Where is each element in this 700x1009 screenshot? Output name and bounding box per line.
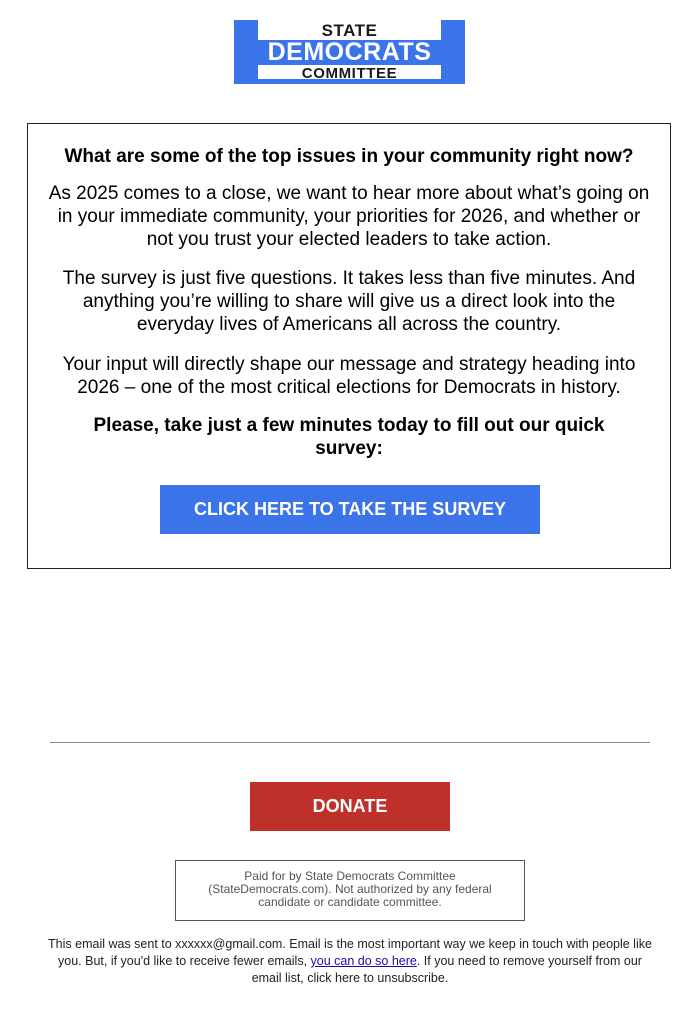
message-headline: What are some of the top issues in your community right now?: [64, 146, 634, 167]
footer-text-intro: This email was sent to xxxxxx@gmail.com. Email is the most important way we keep in touch with people like you. But, if you'd like to receive fewer emails,: [48, 937, 652, 968]
logo-inner-panel: [258, 20, 441, 82]
message-paragraph-1: As 2025 comes to a close, we want to hear more about what’s going on in your immediate community, your priorities for 2026, and whether or not you trust your elected leaders to take action.: [48, 183, 650, 250]
take-survey-button[interactable]: CLICK HERE TO TAKE THE SURVEY: [160, 485, 540, 534]
survey-message-box: [27, 123, 671, 569]
email-footer: [46, 936, 654, 987]
logo-text-state: STATE: [321, 21, 378, 40]
footer-text-unsubscribe: . If you need to remove yourself from our email list, click here to unsubscribe.: [251, 954, 642, 985]
message-paragraph-3: Your input will directly shape our message and strategy heading into 2026 – one of the most critical elections for Democrats in history.: [62, 354, 636, 398]
paid-for-disclaimer: Paid for by State Democrats Committee (StateDemocrats.com). Not authorized by any federal candidate or candidate committee.: [175, 860, 525, 921]
survey-call-to-action: Please, take just a few minutes today to fill out our quick survey:: [93, 415, 605, 459]
logo-text-committee: COMMITTEE: [301, 65, 398, 82]
fewer-emails-link[interactable]: you can do so here: [310, 954, 417, 968]
donate-button[interactable]: DONATE: [250, 782, 450, 831]
footer-divider: [50, 742, 650, 743]
state-democrats-committee-logo: [234, 20, 465, 84]
logo-text-democrats: DEMOCRATS: [258, 40, 441, 65]
message-paragraph-2: The survey is just five questions. It takes less than five minutes. And anything you’re willing to share will give us a direct look into the everyday lives of Americans all across the country.: [62, 268, 636, 335]
